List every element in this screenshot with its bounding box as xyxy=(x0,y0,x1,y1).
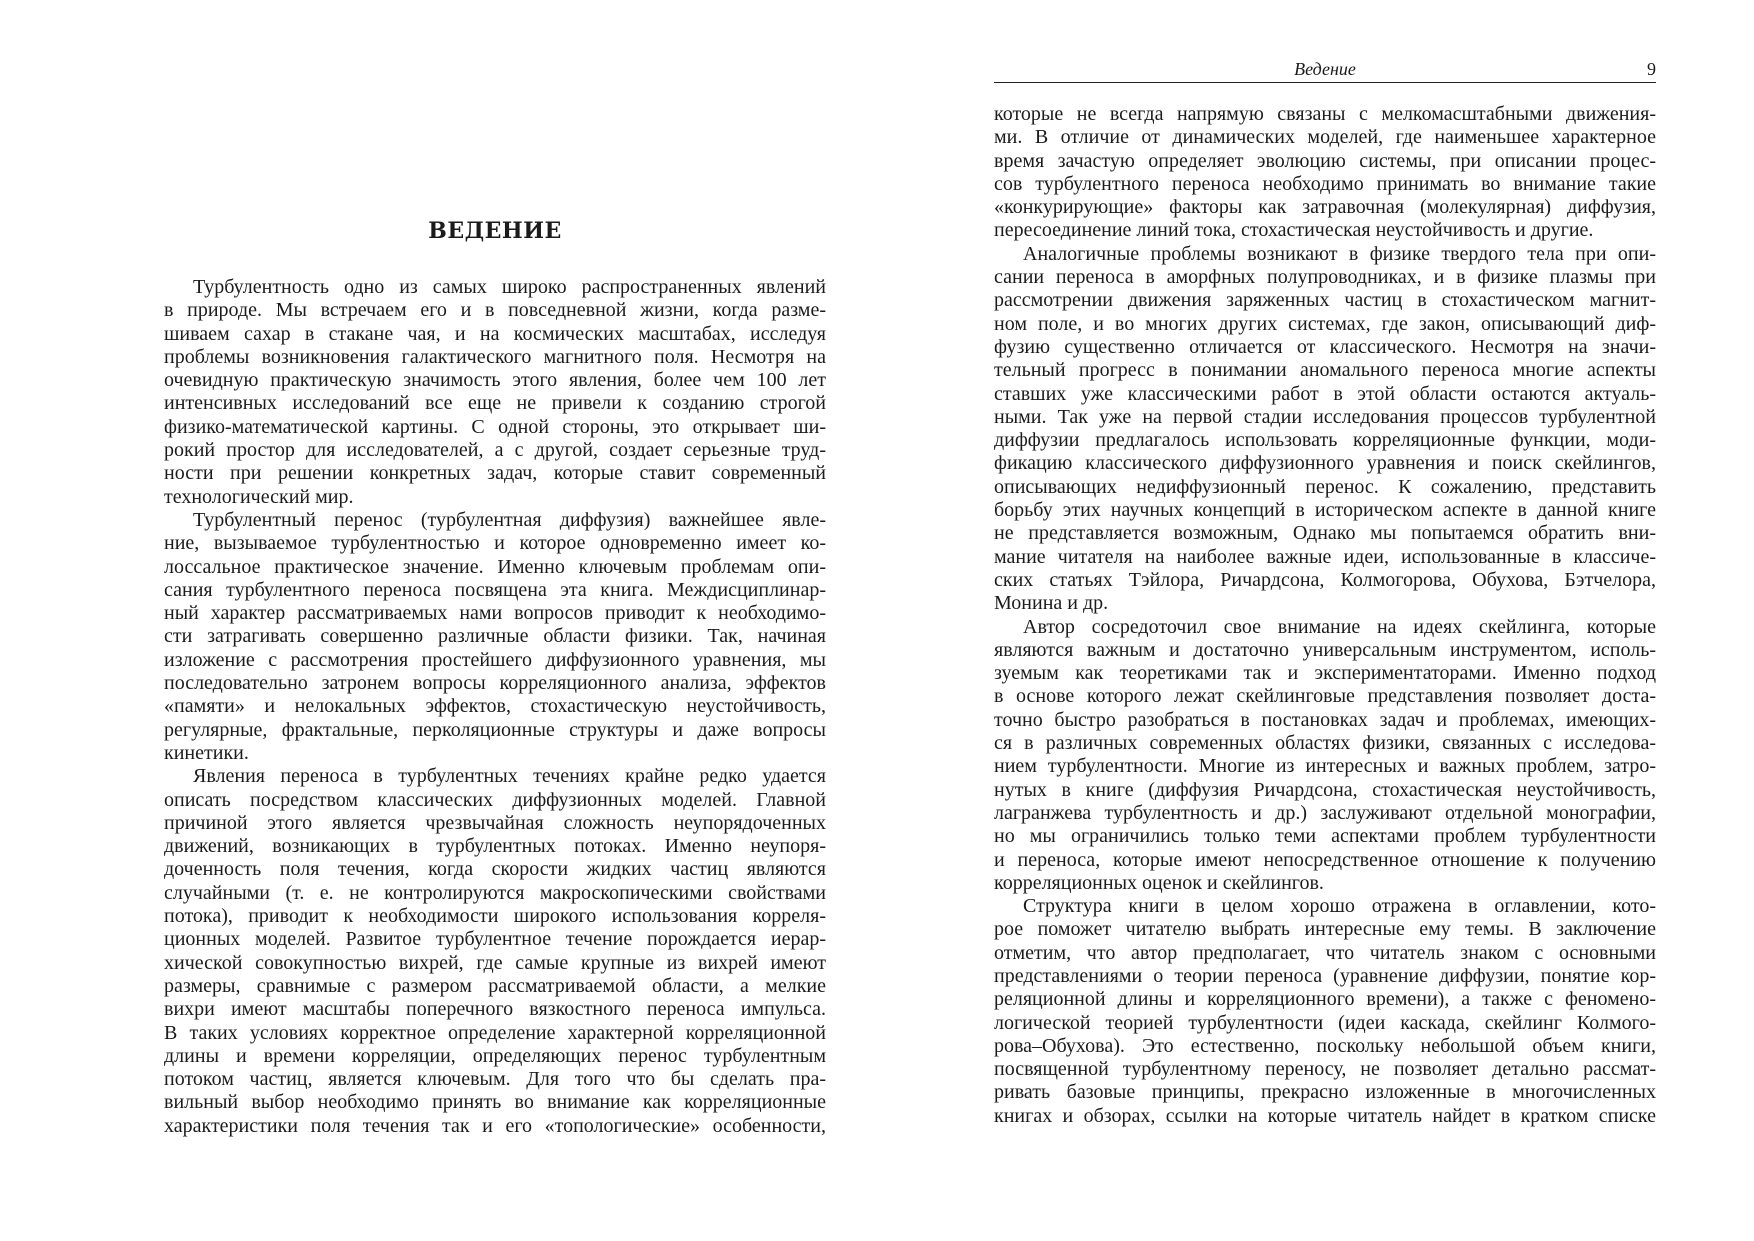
text-line: длины и времени корреляции, определяющих перенос турбулентным xyxy=(164,1044,826,1067)
text-line: рое поможет читателю выбрать интересные ему темы. В заключение xyxy=(994,918,1656,941)
text-line: точно быстро разобраться в постановках задач и проблемах, имеющих- xyxy=(994,708,1656,731)
text-line: последовательно затронем вопросы корреляционного анализа, эффектов xyxy=(164,672,826,695)
text-line: но мы ограничились только теми аспектами проблем турбулентности xyxy=(994,825,1656,848)
text-line: зуемым как теоретиками так и экспериментаторами. Именно подход xyxy=(994,662,1656,685)
text-line: рова–Обухова). Это естественно, поскольку небольшой объем книги, xyxy=(994,1034,1656,1057)
text-line: сти затрагивать совершенно различные области физики. Так, начиная xyxy=(164,625,826,648)
text-line: вихри имеют масштабы поперечного вязкостного переноса импульса. xyxy=(164,998,826,1021)
text-line: ционных моделей. Развитое турбулентное течение порождается иерар- xyxy=(164,928,826,951)
left-page-body xyxy=(164,276,826,1138)
text-line: лагранжева турбулентность и др.) заслуживают отдельной монографии, xyxy=(994,801,1656,824)
text-line: физико-математической картины. С одной стороны, это открывает ши- xyxy=(164,415,826,438)
text-line: Явления переноса в турбулентных течениях крайне редко удается xyxy=(193,765,826,788)
text-line: нием турбулентности. Многие из интересных и важных проблем, затро- xyxy=(994,755,1656,778)
right-page xyxy=(877,0,1754,1241)
text-line: «памяти» и нелокальных эффектов, стохастическую неустойчивость, xyxy=(164,695,826,718)
paragraph xyxy=(994,243,1656,616)
text-line: Структура книги в целом хорошо отражена в оглавлении, кото- xyxy=(1023,895,1656,918)
text-line: пересоединение линий тока, стохастическая неустойчивость и другие. xyxy=(994,219,1594,242)
text-line: ривать базовые принципы, прекрасно изложенные в многочисленных xyxy=(994,1081,1656,1104)
page-number: 9 xyxy=(1647,59,1656,79)
text-line: реляционной длины и корреляционного времени), а также с феномено- xyxy=(994,988,1656,1011)
text-line: описывающих недиффузионный перенос. К сожалению, представить xyxy=(994,475,1656,498)
text-line: ние, вызываемое турбулентностью и которое одновременно имеет ко- xyxy=(164,532,826,555)
text-line: Монина и др. xyxy=(994,592,1109,615)
text-line: технологический мир. xyxy=(164,485,354,508)
text-line: регулярные, фрактальные, перколяционные структуры и даже вопросы xyxy=(164,718,826,741)
text-line: фузию существенно отличается от классического. Несмотря на значи- xyxy=(994,335,1656,358)
chapter-title: ВЕДЕНИЕ xyxy=(428,218,562,244)
text-line: и переноса, которые имеют непосредственное отношение к получению xyxy=(994,848,1656,871)
paragraph xyxy=(164,765,826,1138)
text-line: логической теорией турбулентности (идеи каскада, скейлинг Колмого- xyxy=(994,1011,1656,1034)
text-line: ном поле, и во многих других системах, где закон, описывающий диф- xyxy=(994,312,1656,335)
text-line: Турбулентность одно из самых широко распространенных явлений xyxy=(193,276,826,298)
text-line: сания турбулентного переноса посвящена эта книга. Междисциплинар- xyxy=(164,578,826,601)
text-line: корреляционных оценок и скейлингов. xyxy=(994,871,1324,894)
text-line: фикацию классического диффузионного уравнения и поиск скейлингов, xyxy=(994,452,1656,475)
text-line: диффузии предлагалось использовать корреляционные функции, моди- xyxy=(994,429,1656,452)
text-line: отметим, что автор предполагает, что читатель знаком с основными xyxy=(994,941,1656,964)
running-head-title: Ведение xyxy=(1294,59,1356,79)
text-line: не представляется возможным, Однако мы попытаемся обратить вни- xyxy=(994,522,1656,545)
text-line: хической совокупностью вихрей, где самые крупные из вихрей имеют xyxy=(164,951,826,974)
text-line: нутых в книге (диффузия Ричардсона, стохастическая неустойчивость, xyxy=(994,778,1656,801)
text-line: мание читателя на наиболее важные идеи, использованные в классиче- xyxy=(994,545,1656,568)
text-line: кинетики. xyxy=(164,741,249,764)
text-line: в основе которого лежат скейлинговые представления позволяет доста- xyxy=(994,685,1656,708)
text-line: ских статьях Тэйлора, Ричардсона, Колмогорова, Обухова, Бэтчелора, xyxy=(994,568,1656,591)
text-line: сании переноса в аморфных полупроводниках, и в физике плазмы при xyxy=(994,266,1656,289)
text-line: ными. Так уже на первой стадии исследования процессов турбулентной xyxy=(994,405,1656,428)
text-line: Автор сосредоточил свое внимание на идеях скейлинга, которые xyxy=(1023,615,1656,638)
text-line: Турбулентный перенос (турбулентная диффузия) важнейшее явле- xyxy=(193,508,826,531)
text-line: время зачастую определяет эволюцию системы, при описании процес- xyxy=(994,149,1656,172)
text-line: представлениями о теории переноса (уравнение диффузии, понятие кор- xyxy=(994,964,1656,987)
text-line: сов турбулентного переноса необходимо принимать во внимание такие xyxy=(994,172,1656,195)
text-line: В таких условиях корректное определение характерной корреляционной xyxy=(164,1021,826,1044)
text-line: случайными (т. е. не контролируются макроскопическими свойствами xyxy=(164,881,826,904)
text-line: рассмотрении движения заряженных частиц в стохастическом магнит- xyxy=(994,289,1656,312)
text-line: изложение с рассмотрения простейшего диффузионного уравнения, мы xyxy=(164,648,826,671)
text-line: интенсивных исследований все еще не привели к созданию строгой xyxy=(164,392,826,415)
text-line: характеристики поля течения так и его «топологические» особенности, xyxy=(164,1114,826,1137)
text-line: являются важным и достаточно универсальным инструментом, исполь- xyxy=(994,638,1656,661)
text-line: описать посредством классических диффузионных моделей. Главной xyxy=(164,788,826,811)
text-line: в природе. Мы встречаем его и в повседневной жизни, когда разме- xyxy=(164,299,826,322)
text-line: вильный выбор необходимо принять во внимание как корреляционные xyxy=(164,1091,826,1114)
text-line: которые не всегда напрямую связаны с мелкомасштабными движения- xyxy=(994,103,1656,125)
paragraph xyxy=(994,616,1656,896)
text-line: ности при решении конкретных задач, которые ставит современный xyxy=(164,462,826,485)
text-line: ся в различных современных областях физики, связанных с исследова- xyxy=(994,732,1656,755)
paragraph xyxy=(994,895,1656,1128)
text-line: движений, возникающих в турбулентных потоках. Именно неупоря- xyxy=(164,835,826,858)
paragraph xyxy=(994,103,1656,243)
text-line: доченность поля течения, когда скорости жидких частиц являются xyxy=(164,858,826,881)
text-line: лоссальное практическое значение. Именно ключевым проблемам опи- xyxy=(164,555,826,578)
text-line: ми. В отличие от динамических моделей, где наименьшее характерное xyxy=(994,126,1656,149)
text-line: причиной этого является чрезвычайная сложность неупорядоченных xyxy=(164,811,826,834)
paragraph xyxy=(164,509,826,765)
text-line: рокий простор для исследователей, а с другой, создает серьезные труд- xyxy=(164,439,826,462)
text-line: тельный прогресс в понимании аномального переноса многие аспекты xyxy=(994,359,1656,382)
text-line: посвященной турбулентному переносу, не позволяет детально рассмат- xyxy=(994,1058,1656,1081)
text-line: проблемы возникновения галактического магнитного поля. Несмотря на xyxy=(164,345,826,368)
text-line: ный характер рассматриваемых нами вопросов приводит к необходимо- xyxy=(164,602,826,625)
text-line: Аналогичные проблемы возникают в физике твердого тела при опи- xyxy=(1023,242,1656,265)
running-head xyxy=(994,58,1656,83)
text-line: потока), приводит к необходимости широкого использования корреля- xyxy=(164,905,826,928)
text-line: очевидную практическую значимость этого явления, более чем 100 лет xyxy=(164,369,826,392)
text-line: размеры, сравнимые с размером рассматриваемой области, а мелкие xyxy=(164,974,826,997)
paragraph xyxy=(164,276,826,509)
text-line: ставших уже классическими работ в этой области остаются актуаль- xyxy=(994,382,1656,405)
text-line: борьбу этих научных концепций в историческом аспекте в данной книге xyxy=(994,499,1656,522)
text-line: книгах и обзорах, ссылки на которые читатель найдет в кратком списке xyxy=(994,1104,1656,1127)
right-page-body xyxy=(994,103,1656,1128)
text-line: потоком частиц, является ключевым. Для того что бы сделать пра- xyxy=(164,1068,826,1091)
text-line: «конкурирующие» факторы как затравочная (молекулярная) диффузия, xyxy=(994,196,1656,219)
text-line: шиваем сахар в стакане чая, и на космических масштабах, исследуя xyxy=(164,322,826,345)
